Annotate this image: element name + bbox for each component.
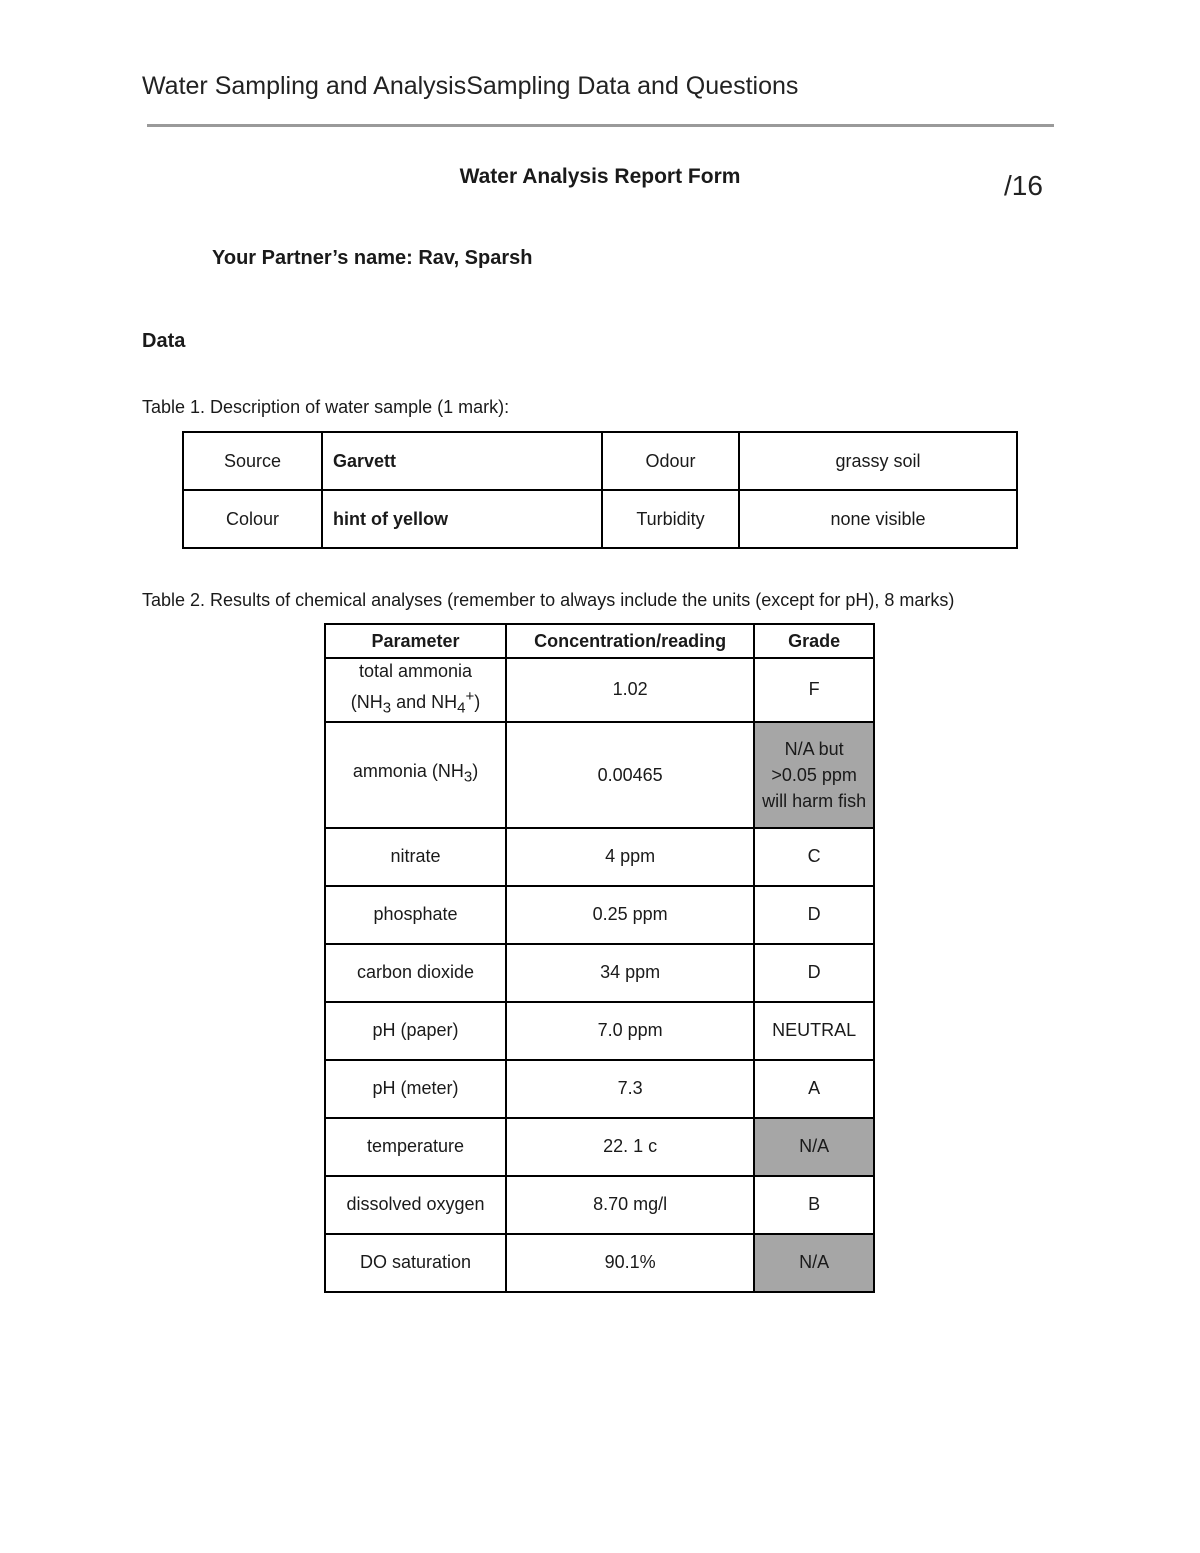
table-header-row — [325, 624, 874, 658]
parameter-cell: pH (meter) — [325, 1060, 506, 1118]
table-row — [325, 944, 874, 1002]
column-header-parameter: Parameter — [325, 624, 506, 658]
reading-cell: 7.0 ppm — [506, 1002, 754, 1060]
table-row — [183, 432, 1017, 490]
table-row — [325, 1234, 874, 1292]
table-row — [325, 1002, 874, 1060]
table-row — [325, 722, 874, 828]
partner-name: Your Partner’s name: Rav, Sparsh — [212, 247, 533, 269]
parameter-cell — [325, 722, 506, 828]
table-cell-value: grassy soil — [739, 432, 1017, 490]
grade-cell: D — [754, 886, 874, 944]
table-cell-label: Source — [183, 432, 322, 490]
table-row — [325, 886, 874, 944]
table-cell-value: Garvett — [322, 432, 602, 490]
table-cell-value: none visible — [739, 490, 1017, 548]
superscript: + — [465, 688, 475, 705]
subscript: 3 — [382, 699, 392, 717]
table-cell-value: hint of yellow — [322, 490, 602, 548]
subscript: 4 — [457, 699, 466, 717]
table-row — [183, 490, 1017, 548]
formula-text: (NH — [350, 692, 383, 712]
parameter-cell: temperature — [325, 1118, 506, 1176]
parameter-line: total ammonia — [358, 661, 473, 681]
table-row — [325, 658, 874, 722]
table-row — [325, 828, 874, 886]
parameter-cell: carbon dioxide — [325, 944, 506, 1002]
header-divider — [147, 124, 1054, 127]
grade-cell: F — [754, 658, 874, 722]
grade-cell: B — [754, 1176, 874, 1234]
table-cell-label: Colour — [183, 490, 322, 548]
grade-cell: N/A — [754, 1118, 874, 1176]
reading-cell: 22. 1 c — [506, 1118, 754, 1176]
reading-cell: 0.00465 — [506, 722, 754, 828]
grade-cell: NEUTRAL — [754, 1002, 874, 1060]
table-row — [325, 1060, 874, 1118]
reading-cell: 4 ppm — [506, 828, 754, 886]
parameter-cell: nitrate — [325, 828, 506, 886]
sample-description-table — [182, 431, 1018, 549]
grade-cell: C — [754, 828, 874, 886]
document-header-title: Water Sampling and AnalysisSampling Data and Questions — [142, 72, 799, 100]
grade-cell: A — [754, 1060, 874, 1118]
column-header-reading: Concentration/reading — [506, 624, 754, 658]
parameter-cell: dissolved oxygen — [325, 1176, 506, 1234]
reading-cell: 34 ppm — [506, 944, 754, 1002]
table2-caption: Table 2. Results of chemical analyses (remember to always include the units (except for pH), 8 marks) — [142, 590, 955, 610]
section-heading-data: Data — [142, 330, 186, 352]
reading-cell: 7.3 — [506, 1060, 754, 1118]
reading-cell: 0.25 ppm — [506, 886, 754, 944]
table-cell-label: Turbidity — [602, 490, 739, 548]
subscript: 3 — [463, 768, 473, 786]
chemical-results-table — [324, 623, 875, 1293]
grade-cell: D — [754, 944, 874, 1002]
table-row — [325, 1176, 874, 1234]
formula-text: ammonia (NH — [352, 761, 464, 782]
parameter-cell: pH (paper) — [325, 1002, 506, 1060]
table1-caption: Table 1. Description of water sample (1 mark): — [142, 397, 510, 417]
column-header-grade: Grade — [754, 624, 874, 658]
reading-cell: 90.1% — [506, 1234, 754, 1292]
parameter-cell — [325, 658, 506, 722]
grade-cell: N/A but >0.05 ppm will harm fish — [754, 722, 874, 828]
table-row — [325, 1118, 874, 1176]
form-title: Water Analysis Report Form — [459, 165, 741, 188]
reading-cell: 1.02 — [506, 658, 754, 722]
formula-text: ) — [472, 761, 479, 782]
reading-cell: 8.70 mg/l — [506, 1176, 754, 1234]
grade-cell: N/A — [754, 1234, 874, 1292]
score-total: /16 — [1004, 170, 1043, 201]
table-cell-label: Odour — [602, 432, 739, 490]
parameter-cell: DO saturation — [325, 1234, 506, 1292]
formula-text: ) — [474, 692, 481, 712]
parameter-cell: phosphate — [325, 886, 506, 944]
formula-text: and NH — [391, 692, 458, 712]
